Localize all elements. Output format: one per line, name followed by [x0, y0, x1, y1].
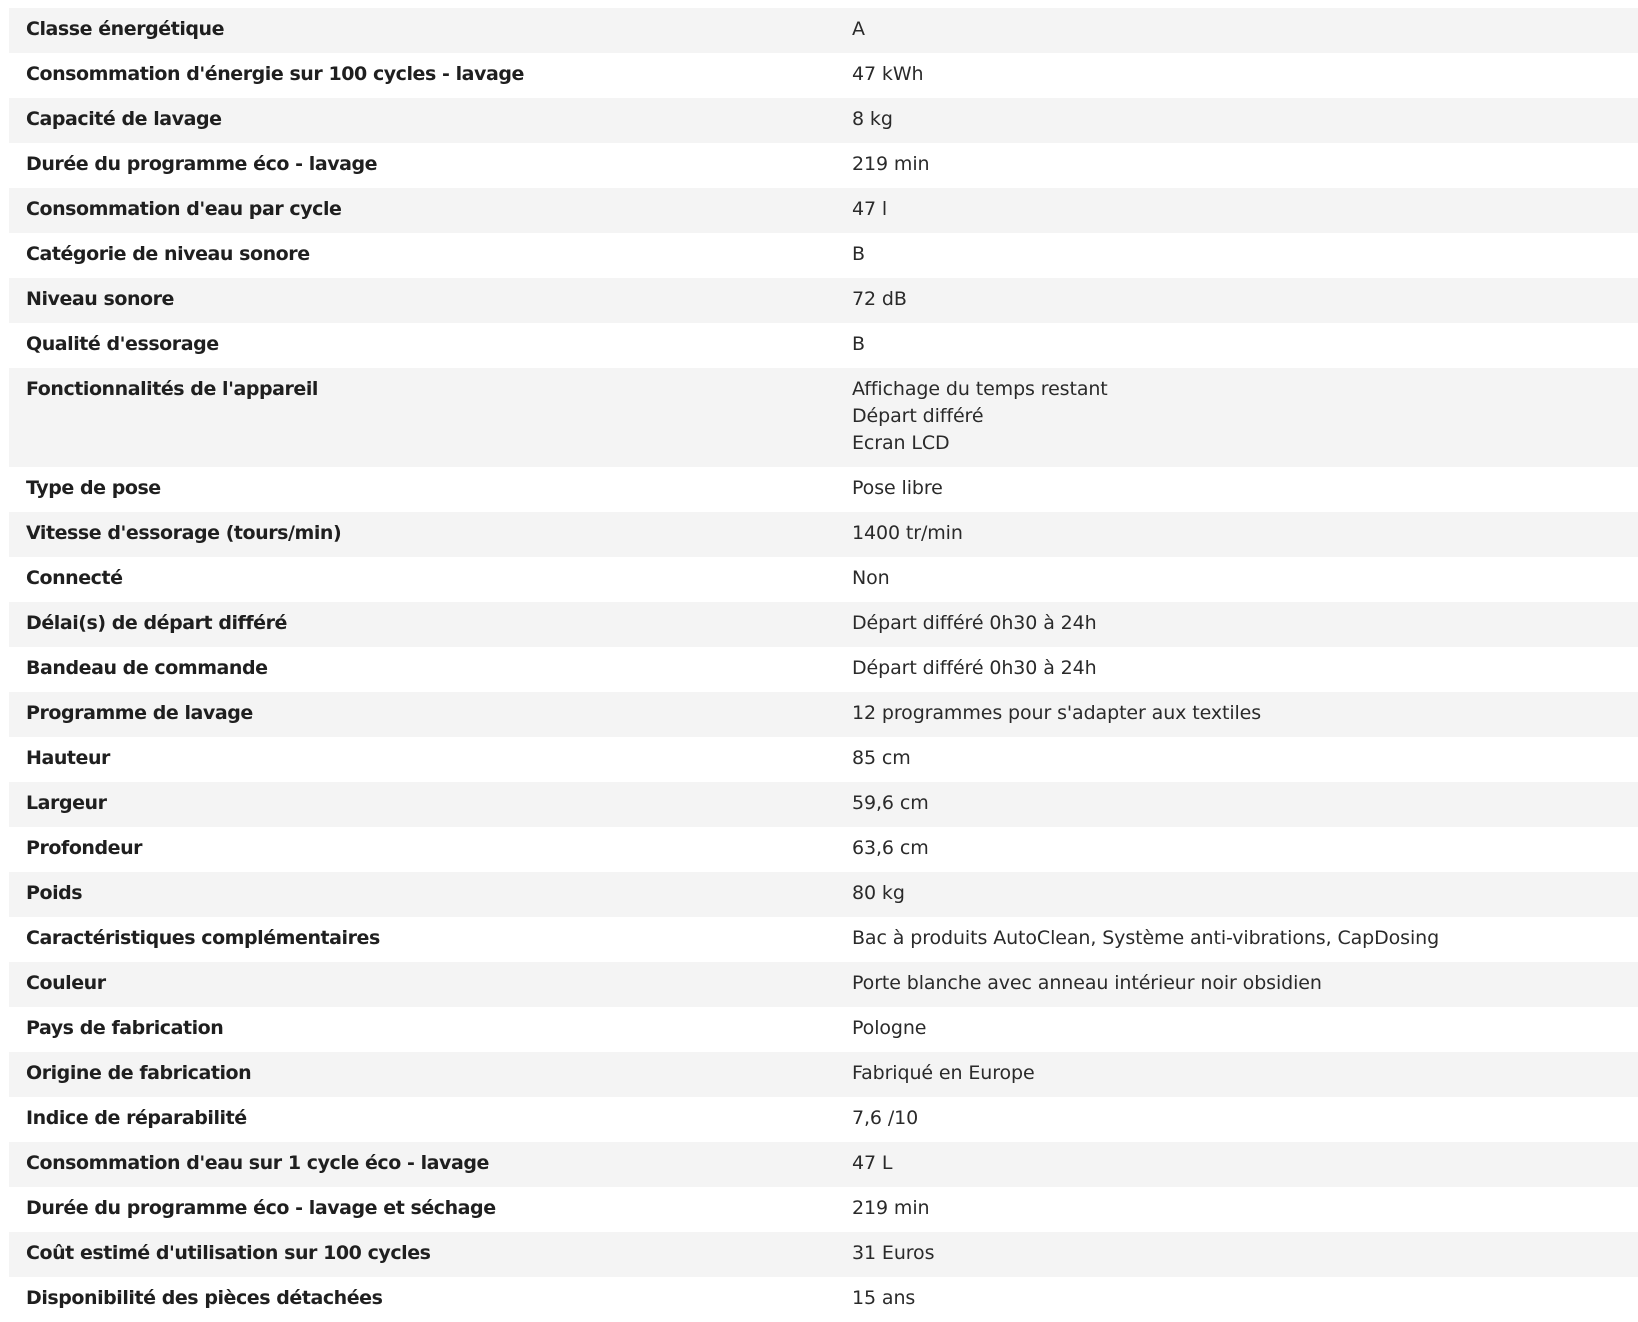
spec-value: 63,6 cm	[852, 837, 929, 859]
spec-label: Fonctionnalités de l'appareil	[26, 378, 318, 400]
spec-value-list	[852, 376, 1638, 457]
spec-row-eco-wash-dry-duration	[9, 1187, 1638, 1232]
spec-row-spin-speed	[9, 512, 1638, 557]
specifications-table	[9, 8, 1638, 1322]
spec-value: A	[852, 18, 865, 40]
spec-row-delayed-start	[9, 602, 1638, 647]
spec-label: Profondeur	[26, 837, 143, 859]
spec-label: Vitesse d'essorage (tours/min)	[26, 522, 342, 544]
spec-value-item: Ecran LCD	[852, 432, 950, 454]
spec-value: B	[852, 243, 865, 265]
spec-value: Porte blanche avec anneau intérieur noir obsidien	[852, 972, 1322, 994]
spec-value: 47 l	[852, 198, 888, 220]
spec-row-water-per-cycle	[9, 188, 1638, 233]
spec-value: Fabriqué en Europe	[852, 1062, 1035, 1084]
spec-row-noise-category	[9, 233, 1638, 278]
spec-label: Durée du programme éco - lavage	[26, 153, 378, 175]
spec-row-connected	[9, 557, 1638, 602]
spec-row-estimated-cost	[9, 1232, 1638, 1277]
spec-value: 80 kg	[852, 882, 905, 904]
spec-label: Bandeau de commande	[26, 657, 268, 679]
spec-row-spare-parts-availability	[9, 1277, 1638, 1322]
spec-label: Hauteur	[26, 747, 110, 769]
spec-label: Consommation d'eau sur 1 cycle éco - lavage	[26, 1152, 489, 1174]
spec-label: Disponibilité des pièces détachées	[26, 1287, 383, 1309]
spec-row-spin-quality	[9, 323, 1638, 368]
spec-label: Niveau sonore	[26, 288, 174, 310]
spec-value: Pose libre	[852, 477, 943, 499]
spec-label: Couleur	[26, 972, 106, 994]
spec-value: B	[852, 333, 865, 355]
spec-value: 47 kWh	[852, 63, 924, 85]
spec-row-eco-program-duration	[9, 143, 1638, 188]
spec-row-energy-class	[9, 8, 1638, 53]
spec-label: Pays de fabrication	[26, 1017, 224, 1039]
spec-value: 8 kg	[852, 108, 893, 130]
spec-row-appliance-features	[9, 368, 1638, 467]
spec-label: Capacité de lavage	[26, 108, 222, 130]
spec-row-manufacturing-origin	[9, 1052, 1638, 1097]
spec-label: Coût estimé d'utilisation sur 100 cycles	[26, 1242, 431, 1264]
spec-row-eco-water-consumption	[9, 1142, 1638, 1187]
spec-label: Connecté	[26, 567, 123, 589]
spec-value: 219 min	[852, 1197, 930, 1219]
spec-label: Caractéristiques complémentaires	[26, 927, 380, 949]
spec-value: 31 Euros	[852, 1242, 935, 1264]
spec-label: Origine de fabrication	[26, 1062, 252, 1084]
spec-value: 1400 tr/min	[852, 522, 963, 544]
spec-label: Consommation d'énergie sur 100 cycles - lavage	[26, 63, 524, 85]
spec-value: Départ différé 0h30 à 24h	[852, 657, 1097, 679]
spec-value: 219 min	[852, 153, 930, 175]
spec-value-item: Affichage du temps restant	[852, 378, 1108, 400]
spec-row-energy-consumption	[9, 53, 1638, 98]
spec-value: 7,6 /10	[852, 1107, 919, 1129]
spec-label: Programme de lavage	[26, 702, 253, 724]
spec-label: Indice de réparabilité	[26, 1107, 247, 1129]
spec-row-wash-programs	[9, 692, 1638, 737]
spec-row-color	[9, 962, 1638, 1007]
spec-row-weight	[9, 872, 1638, 917]
spec-row-additional-features	[9, 917, 1638, 962]
spec-row-depth	[9, 827, 1638, 872]
spec-label: Catégorie de niveau sonore	[26, 243, 310, 265]
spec-value: Bac à produits AutoClean, Système anti-vibrations, CapDosing	[852, 927, 1440, 949]
spec-value: 12 programmes pour s'adapter aux textiles	[852, 702, 1262, 724]
spec-label: Poids	[26, 882, 83, 904]
spec-value: Pologne	[852, 1017, 927, 1039]
spec-row-repairability-index	[9, 1097, 1638, 1142]
spec-label: Délai(s) de départ différé	[26, 612, 287, 634]
spec-value: 72 dB	[852, 288, 907, 310]
spec-row-wash-capacity	[9, 98, 1638, 143]
spec-label: Classe énergétique	[26, 18, 225, 40]
spec-value: 47 L	[852, 1152, 893, 1174]
spec-row-noise-level	[9, 278, 1638, 323]
spec-label: Consommation d'eau par cycle	[26, 198, 342, 220]
spec-value: Non	[852, 567, 890, 589]
spec-row-height	[9, 737, 1638, 782]
spec-label: Durée du programme éco - lavage et séchage	[26, 1197, 496, 1219]
spec-row-width	[9, 782, 1638, 827]
spec-label: Largeur	[26, 792, 107, 814]
spec-value: 15 ans	[852, 1287, 916, 1309]
spec-row-control-panel	[9, 647, 1638, 692]
spec-value: 85 cm	[852, 747, 911, 769]
spec-value: Départ différé 0h30 à 24h	[852, 612, 1097, 634]
spec-value-item: Départ différé	[852, 405, 984, 427]
spec-label: Qualité d'essorage	[26, 333, 219, 355]
spec-value: 59,6 cm	[852, 792, 929, 814]
spec-row-manufacturing-country	[9, 1007, 1638, 1052]
spec-label: Type de pose	[26, 477, 161, 499]
spec-row-installation-type	[9, 467, 1638, 512]
